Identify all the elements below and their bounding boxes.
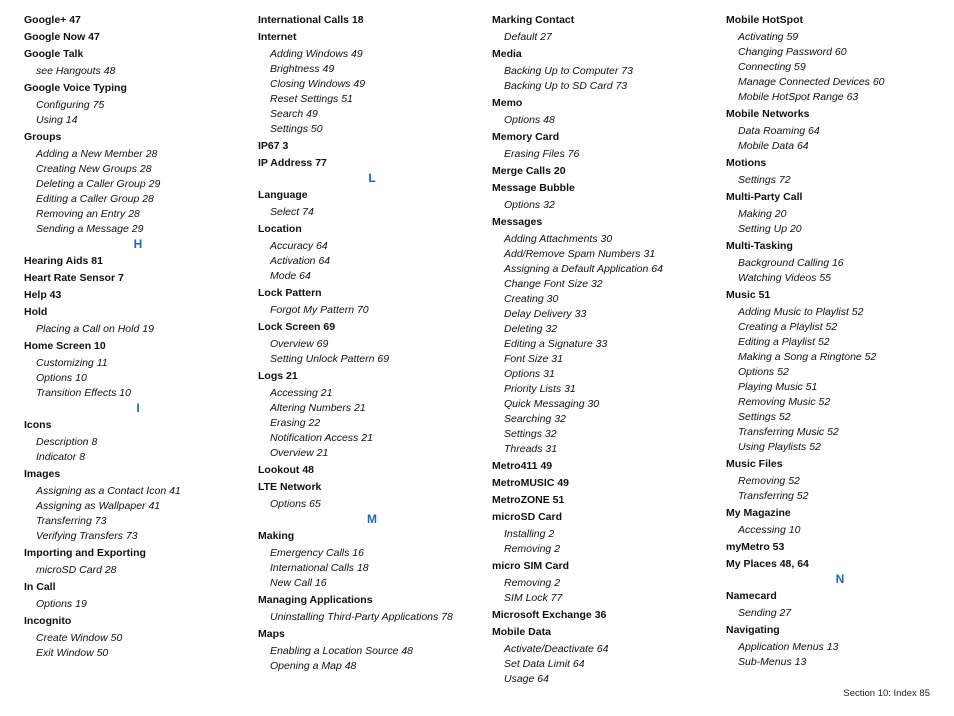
index-entry [258,369,472,461]
index-main-term: Memo [492,97,523,109]
index-subentry: Backing Up to SD Card 73 [504,80,628,92]
index-main-term: Metro411 49 [492,460,553,472]
index-entry [492,215,706,457]
index-column-1 [24,10,238,661]
index-subentry: Verifying Transfers 73 [36,530,138,542]
index-subentry: Options 19 [36,598,87,610]
index-main-term: LTE Network [258,481,322,493]
index-main-term: Making [258,530,295,542]
index-subentry-list [24,356,238,401]
index-subentry: Customizing 11 [36,357,108,369]
index-main-term: Media [492,48,522,60]
index-entry [258,593,472,625]
index-subentry-list [24,597,238,612]
index-main-term: Home Screen 10 [24,340,106,352]
index-subentry-list [492,232,706,457]
index-subentry: Transferring Music 52 [738,426,839,438]
index-subentry-list [258,303,472,318]
index-subentry-list [24,563,238,578]
index-subentry: Opening a Map 48 [270,660,357,672]
index-entry [24,30,238,45]
index-entry [24,130,238,237]
index-subentry-list [726,523,940,538]
index-subentry: Application Menus 13 [738,641,839,653]
index-main-term: microSD Card [492,511,563,523]
index-subentry-list [726,305,940,455]
index-subentry: Priority Lists 31 [504,383,576,395]
index-subentry-list [726,124,940,154]
index-entry [24,81,238,128]
index-entry [726,107,940,154]
index-subentry: Mobile HotSpot Range 63 [738,91,859,103]
index-subentry: Installing 2 [504,528,555,540]
index-entry [24,614,238,661]
index-subentry: Options 65 [270,498,321,510]
index-subentry-list [726,640,940,670]
index-entry [492,493,706,508]
index-entry [726,557,940,572]
index-main-term: In Call [24,581,56,593]
index-subentry: Options 32 [504,199,555,211]
index-entry [258,480,472,512]
index-entry [258,188,472,220]
index-subentry: Adding Attachments 30 [504,233,613,245]
index-entry [726,13,940,105]
index-main-term: MetroZONE 51 [492,494,565,506]
index-main-term: micro SIM Card [492,560,570,572]
index-subentry: Reset Settings 51 [270,93,353,105]
index-main-term: Mobile Networks [726,108,810,120]
index-main-term: Managing Applications [258,594,373,606]
index-main-term: Icons [24,419,52,431]
index-main-term: Google Talk [24,48,84,60]
index-subentry: Setting Unlock Pattern 69 [270,353,390,365]
index-entry [726,288,940,455]
index-subentry-list [24,147,238,237]
index-letter-heading: H [133,237,143,251]
index-entry [726,190,940,237]
index-entry [258,627,472,674]
index-subentry: Default 27 [504,31,552,43]
index-subentry: Quick Messaging 30 [504,398,600,410]
index-subentry-list [492,113,706,128]
index-subentry: Removing Music 52 [738,396,831,408]
index-main-term: IP67 3 [258,140,289,152]
index-subentry-list [24,98,238,128]
index-main-term: My Places 48, 64 [726,558,809,570]
index-subentry: New Call 16 [270,577,327,589]
index-subentry-list [726,173,940,188]
index-subentry-list [258,239,472,284]
index-subentry: Search 49 [270,108,318,120]
index-subentry-list [492,527,706,557]
index-main-term: Messages [492,216,543,228]
index-entry [258,13,472,28]
index-subentry-list [24,322,238,337]
index-entry [726,589,940,621]
index-subentry: Mobile Data 64 [738,140,809,152]
index-main-term: Merge Calls 20 [492,165,566,177]
index-subentry: Transferring 73 [36,515,107,527]
index-subentry-list [258,546,472,591]
index-entry [24,467,238,544]
index-entry [258,139,472,154]
index-entry [24,418,238,465]
index-main-term: IP Address 77 [258,157,327,169]
index-subentry: Editing a Playlist 52 [738,336,830,348]
index-subentry-list [726,207,940,237]
index-subentry: Adding Music to Playlist 52 [738,306,864,318]
index-subentry: Enabling a Location Source 48 [270,645,414,657]
index-main-term: Hold [24,306,48,318]
index-subentry-list [726,30,940,105]
index-subentry: Placing a Call on Hold 19 [36,323,154,335]
index-subentry-list [258,497,472,512]
index-subentry: Activating 59 [738,31,799,43]
index-subentry-list [258,610,472,625]
index-letter-heading: N [835,572,845,586]
index-subentry-list [726,256,940,286]
index-subentry-list [258,205,472,220]
index-main-term: MetroMUSIC 49 [492,477,570,489]
index-main-term: Music Files [726,458,783,470]
index-subentry: Configuring 75 [36,99,105,111]
index-subentry: Editing a Caller Group 28 [36,193,154,205]
index-entry [492,476,706,491]
index-subentry: Options 31 [504,368,555,380]
index-letter-heading: L [368,171,376,185]
index-main-term: Heart Rate Sensor 7 [24,272,124,284]
index-subentry: Exit Window 50 [36,647,109,659]
page-footer: Section 10: Index 85 [843,688,930,699]
index-subentry: Watching Videos 55 [738,272,832,284]
index-subentry: see Hangouts 48 [36,65,116,77]
index-subentry: Accuracy 64 [270,240,328,252]
index-entry [726,239,940,286]
index-main-term: Message Bubble [492,182,575,194]
index-subentry-list [24,64,238,79]
index-subentry: Indicator 8 [36,451,86,463]
index-main-term: Lock Pattern [258,287,322,299]
index-main-term: Memory Card [492,131,560,143]
index-entry [726,156,940,188]
index-subentry-list [24,435,238,465]
index-subentry: Create Window 50 [36,632,123,644]
index-entry [258,320,472,367]
index-entry [24,271,238,286]
index-subentry: Using 14 [36,114,78,126]
index-subentry: Transition Effects 10 [36,387,131,399]
index-subentry: Removing 2 [504,577,561,589]
index-subentry: Select 74 [270,206,314,218]
index-entry [492,510,706,557]
index-subentry: Deleting a Caller Group 29 [36,178,161,190]
index-main-term: Location [258,223,302,235]
index-subentry-list [258,386,472,461]
index-main-term: Importing and Exporting [24,547,146,559]
index-main-term: My Magazine [726,507,791,519]
index-entry [492,181,706,213]
index-main-term: Google+ 47 [24,14,81,26]
index-main-term: Images [24,468,61,480]
index-subentry: Transferring 52 [738,490,809,502]
index-subentry: microSD Card 28 [36,564,117,576]
index-subentry: SIM Lock 77 [504,592,563,604]
index-subentry: Closing Windows 49 [270,78,366,90]
index-subentry: Settings 72 [738,174,791,186]
index-subentry: Editing a Signature 33 [504,338,608,350]
index-subentry: Assigning a Default Application 64 [504,263,663,275]
index-subentry: Erasing Files 76 [504,148,580,160]
index-subentry: Overview 69 [270,338,329,350]
index-subentry: Overview 21 [270,447,329,459]
index-subentry: Making a Song a Ringtone 52 [738,351,877,363]
index-entry [492,164,706,179]
index-entry [258,463,472,478]
index-subentry: Erasing 22 [270,417,321,429]
index-subentry: Brightness 49 [270,63,335,75]
index-main-term: Namecard [726,590,777,602]
index-entry [24,288,238,303]
index-subentry: Removing 52 [738,475,800,487]
index-main-term: Maps [258,628,285,640]
index-subentry: Emergency Calls 16 [270,547,364,559]
index-subentry: Accessing 10 [738,524,801,536]
index-subentry-list [492,30,706,45]
index-subentry-list [492,198,706,213]
index-subentry: Description 8 [36,436,98,448]
index-subentry: Adding Windows 49 [270,48,363,60]
index-subentry: Making 20 [738,208,787,220]
index-entry [258,529,472,591]
index-entry [24,305,238,337]
index-entry [726,623,940,670]
index-main-term: Internet [258,31,297,43]
index-subentry: Settings 32 [504,428,557,440]
index-subentry: Activation 64 [270,255,331,267]
index-subentry: Assigning as a Contact Icon 41 [36,485,181,497]
index-subentry: Creating 30 [504,293,559,305]
index-main-term: Microsoft Exchange 36 [492,609,607,621]
index-main-term: Mobile HotSpot [726,14,803,26]
index-subentry: Set Data Limit 64 [504,658,585,670]
index-subentry: Connecting 59 [738,61,806,73]
index-entry [24,254,238,269]
index-main-term: Language [258,189,308,201]
index-entry [492,559,706,606]
index-main-term: Multi-Party Call [726,191,803,203]
index-main-term: Lock Screen 69 [258,321,336,333]
index-subentry: Altering Numbers 21 [270,402,366,414]
index-subentry: Changing Password 60 [738,46,847,58]
index-main-term: Multi-Tasking [726,240,793,252]
index-main-term: Music 51 [726,289,771,301]
index-main-term: International Calls 18 [258,14,364,26]
index-subentry: Using Playlists 52 [738,441,821,453]
index-subentry: Activate/Deactivate 64 [504,643,609,655]
index-subentry: Setting Up 20 [738,223,802,235]
index-subentry: Accessing 21 [270,387,333,399]
index-main-term: Logs 21 [258,370,298,382]
index-subentry: Searching 32 [504,413,566,425]
index-main-term: Help 43 [24,289,62,301]
index-subentry: Sending a Message 29 [36,223,144,235]
index-entry [492,608,706,623]
index-entry [258,30,472,137]
index-main-term: Navigating [726,624,780,636]
index-subentry: Manage Connected Devices 60 [738,76,885,88]
index-subentry: Options 48 [504,114,555,126]
index-entry [24,580,238,612]
index-main-term: Groups [24,131,62,143]
index-entry [492,47,706,94]
index-subentry: Creating New Groups 28 [36,163,152,175]
index-subentry: Sending 27 [738,607,792,619]
index-entry [492,130,706,162]
index-subentry: Data Roaming 64 [738,125,820,137]
index-subentry-list [492,642,706,687]
index-entry [492,459,706,474]
index-subentry: Backing Up to Computer 73 [504,65,633,77]
index-subentry: Settings 50 [270,123,323,135]
index-main-term: Google Voice Typing [24,82,127,94]
index-subentry-list [258,47,472,137]
index-subentry: Options 10 [36,372,87,384]
index-main-term: Hearing Aids 81 [24,255,103,267]
index-subentry: International Calls 18 [270,562,369,574]
index-entry [726,457,940,504]
index-subentry: Uninstalling Third-Party Applications 78 [270,611,453,623]
index-subentry-list [492,64,706,94]
index-entry [24,47,238,79]
index-subentry: Mode 64 [270,270,311,282]
index-column-3 [492,10,706,687]
index-subentry: Change Font Size 32 [504,278,603,290]
index-subentry: Threads 31 [504,443,558,455]
index-main-term: Mobile Data [492,626,551,638]
index-entry [24,13,238,28]
index-subentry-list [726,606,940,621]
index-subentry: Adding a New Member 28 [36,148,158,160]
index-entry [24,339,238,401]
index-entry [258,156,472,171]
index-main-term: Lookout 48 [258,464,315,476]
index-main-term: Marking Contact [492,14,575,26]
index-subentry-list [492,147,706,162]
index-subentry: Forgot My Pattern 70 [270,304,369,316]
index-subentry: Add/Remove Spam Numbers 31 [504,248,656,260]
index-subentry-list [492,576,706,606]
index-subentry-list [258,337,472,367]
index-subentry: Notification Access 21 [270,432,373,444]
index-main-term: Incognito [24,615,72,627]
index-subentry-list [726,474,940,504]
index-subentry: Settings 52 [738,411,791,423]
index-subentry: Options 52 [738,366,789,378]
index-subentry-list [258,644,472,674]
index-column-2 [258,10,472,674]
index-entry [726,540,940,555]
index-subentry: Removing 2 [504,543,561,555]
index-entry [726,506,940,538]
index-subentry-list [24,484,238,544]
index-letter-heading: I [136,401,140,415]
index-entry [258,222,472,284]
index-main-term: myMetro 53 [726,541,785,553]
index-entry [492,625,706,687]
index-subentry: Assigning as Wallpaper 41 [36,500,161,512]
index-main-term: Google Now 47 [24,31,100,43]
index-column-4 [726,10,940,670]
index-main-term: Motions [726,157,767,169]
index-subentry: Usage 64 [504,673,549,685]
index-entry [492,13,706,45]
index-subentry: Removing an Entry 28 [36,208,140,220]
index-entry [24,546,238,578]
index-entry [258,286,472,318]
index-entry [492,96,706,128]
index-subentry: Delay Delivery 33 [504,308,587,320]
index-subentry: Font Size 31 [504,353,563,365]
index-subentry: Sub-Menus 13 [738,656,807,668]
index-subentry: Deleting 32 [504,323,558,335]
index-subentry: Creating a Playlist 52 [738,321,838,333]
index-letter-heading: M [367,512,377,526]
index-subentry: Playing Music 51 [738,381,818,393]
index-subentry-list [24,631,238,661]
index-subentry: Background Calling 16 [738,257,844,269]
